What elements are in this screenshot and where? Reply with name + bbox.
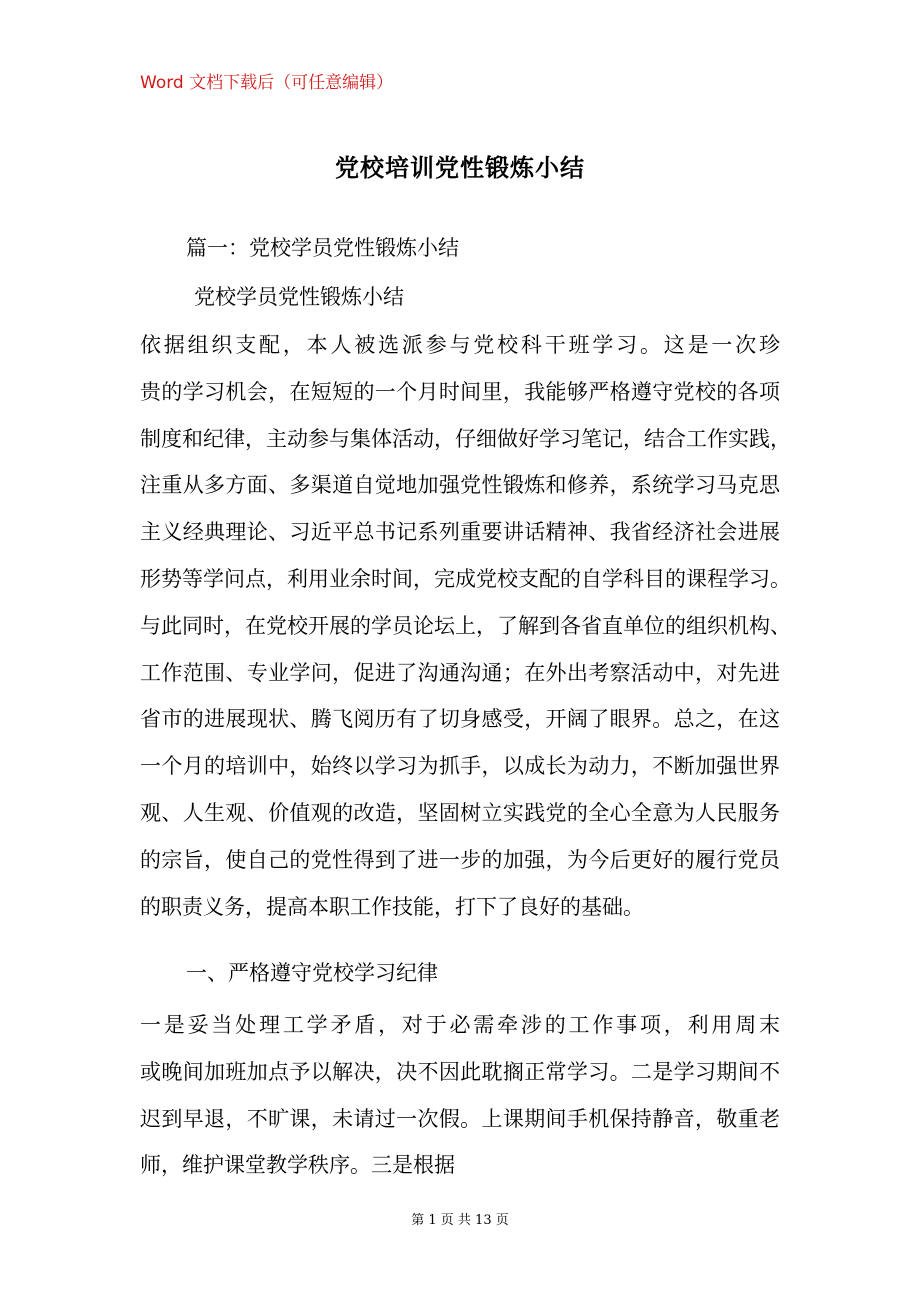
body-paragraph-1 (140, 322, 791, 930)
paragraph-line: 主义经典理论、习近平总书记系列重要讲话精神、我省经济社会进展 (140, 520, 780, 545)
paragraph-line: 制度和纪律，主动参与集体活动，仔细做好学习笔记，结合工作实践， (140, 426, 791, 451)
numbered-heading: 一、严格遵守党校学习纪律 (186, 961, 438, 985)
paragraph-line: 的职责义务，提高本职工作技能，打下了良好的基础。 (140, 894, 644, 919)
paragraph-line: 注重从多方面、多渠道自觉地加强党性锻炼和修养，系统学习马克思 (140, 473, 780, 498)
paragraph-line: 迟到早退，不旷课，未请过一次假。上课期间手机保持静音，敬重老 (140, 1106, 780, 1131)
paragraph-line: 或晚间加班加点予以解决，决不因此耽搁正常学习。二是学习期间不 (140, 1059, 780, 1084)
paragraph-line: 依据组织支配，本人被选派参与党校科干班学习。这是一次珍 (140, 333, 780, 357)
paragraph-line: 一个月的培训中，始终以学习为抓手，以成长为动力，不断加强世界 (140, 754, 780, 779)
document-title: 党校培训党性锻炼小结 (335, 153, 585, 182)
paragraph-line: 观、人生观、价值观的改造，坚固树立实践党的全心全意为人民服务 (140, 800, 780, 825)
download-watermark: Word 文档下载后（可任意编辑） (140, 73, 394, 93)
paragraph-line: 形势等学问点，利用业余时间，完成党校支配的自学科目的课程学习。 (140, 566, 791, 591)
sub-heading: 党校学员党性锻炼小结 (194, 285, 404, 309)
section-heading: 篇一：党校学员党性锻炼小结 (186, 236, 459, 260)
paragraph-line: 的宗旨，使自己的党性得到了进一步的加强，为今后更好的履行党员 (140, 847, 780, 872)
paragraph-line: 一是妥当处理工学矛盾，对于必需牵涉的工作事项，利用周末 (140, 1013, 780, 1037)
paragraph-line: 师，维护课堂教学秩序。三是根据 (140, 1153, 455, 1178)
page-number: 第 1 页 共 13 页 (411, 1213, 509, 1228)
paragraph-line: 省市的进展现状、腾飞阅历有了切身感受，开阔了眼界。总之，在这 (140, 707, 780, 732)
body-paragraph-2 (140, 1002, 780, 1189)
paragraph-line: 与此同时，在党校开展的学员论坛上，了解到各省直单位的组织机构、 (140, 613, 791, 638)
paragraph-line: 贵的学习机会，在短短的一个月时间里，我能够严格遵守党校的各项 (140, 379, 780, 404)
paragraph-line: 工作范围、专业学问，促进了沟通沟通；在外出考察活动中，对先进 (140, 660, 780, 685)
